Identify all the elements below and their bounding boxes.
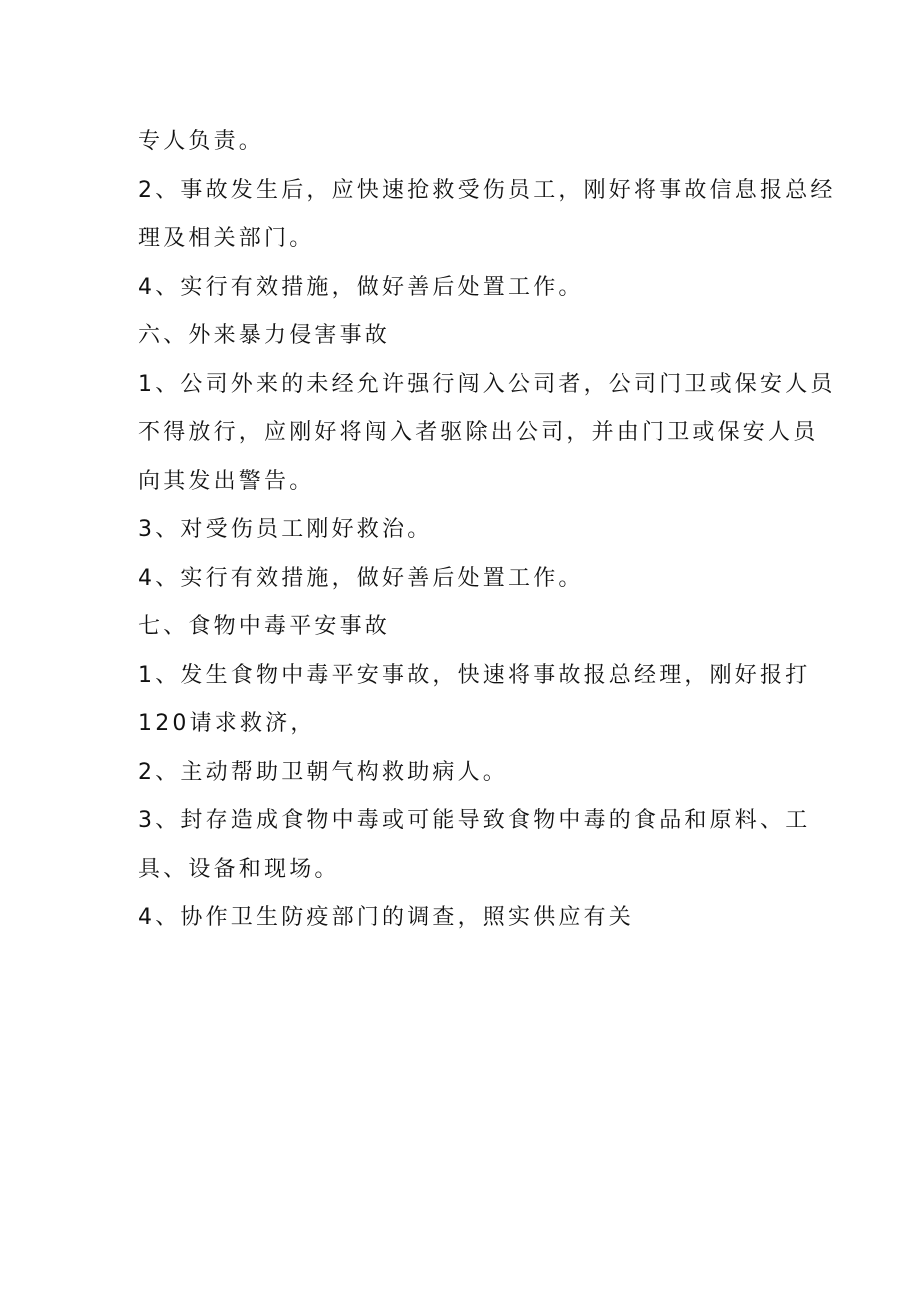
text-line: 具、设备和现场。 (138, 856, 340, 882)
text-line: 1、公司外来的未经允许强行闯入公司者，公司门卫或保安人员 (138, 371, 836, 397)
text-line: 3、封存造成食物中毒或可能导致食物中毒的食品和原料、工 (138, 808, 811, 833)
text-line: 2、主动帮助卫朝气构救助病人。 (138, 759, 508, 785)
text-line: 4、协作卫生防疫部门的调查，照实供应有关 (138, 905, 634, 930)
text-line: 不得放行，应刚好将闯入者驱除出公司，并由门卫或保安人员 (138, 420, 819, 445)
section-heading: 七、食物中毒平安事故 (138, 614, 391, 639)
text-line: 4、实行有效措施，做好善后处置工作。 (138, 274, 584, 300)
text-line: 120请求救济， (138, 711, 316, 736)
document-body (138, 118, 836, 943)
text-line: 1、发生食物中毒平安事故，快速将事故报总经理，刚好报打 (138, 662, 811, 688)
section-heading: 六、外来暴力侵害事故 (138, 323, 391, 348)
text-line: 2、事故发生后，应快速抢救受伤员工，刚好将事故信息报总经 (138, 177, 836, 203)
text-line: 向其发出警告。 (138, 468, 315, 494)
text-line: 3、对受伤员工刚好救治。 (138, 517, 433, 542)
text-line: 理及相关部门。 (138, 226, 315, 251)
text-line: 专人负责。 (138, 129, 265, 154)
text-line: 4、实行有效措施，做好善后处置工作。 (138, 565, 584, 591)
